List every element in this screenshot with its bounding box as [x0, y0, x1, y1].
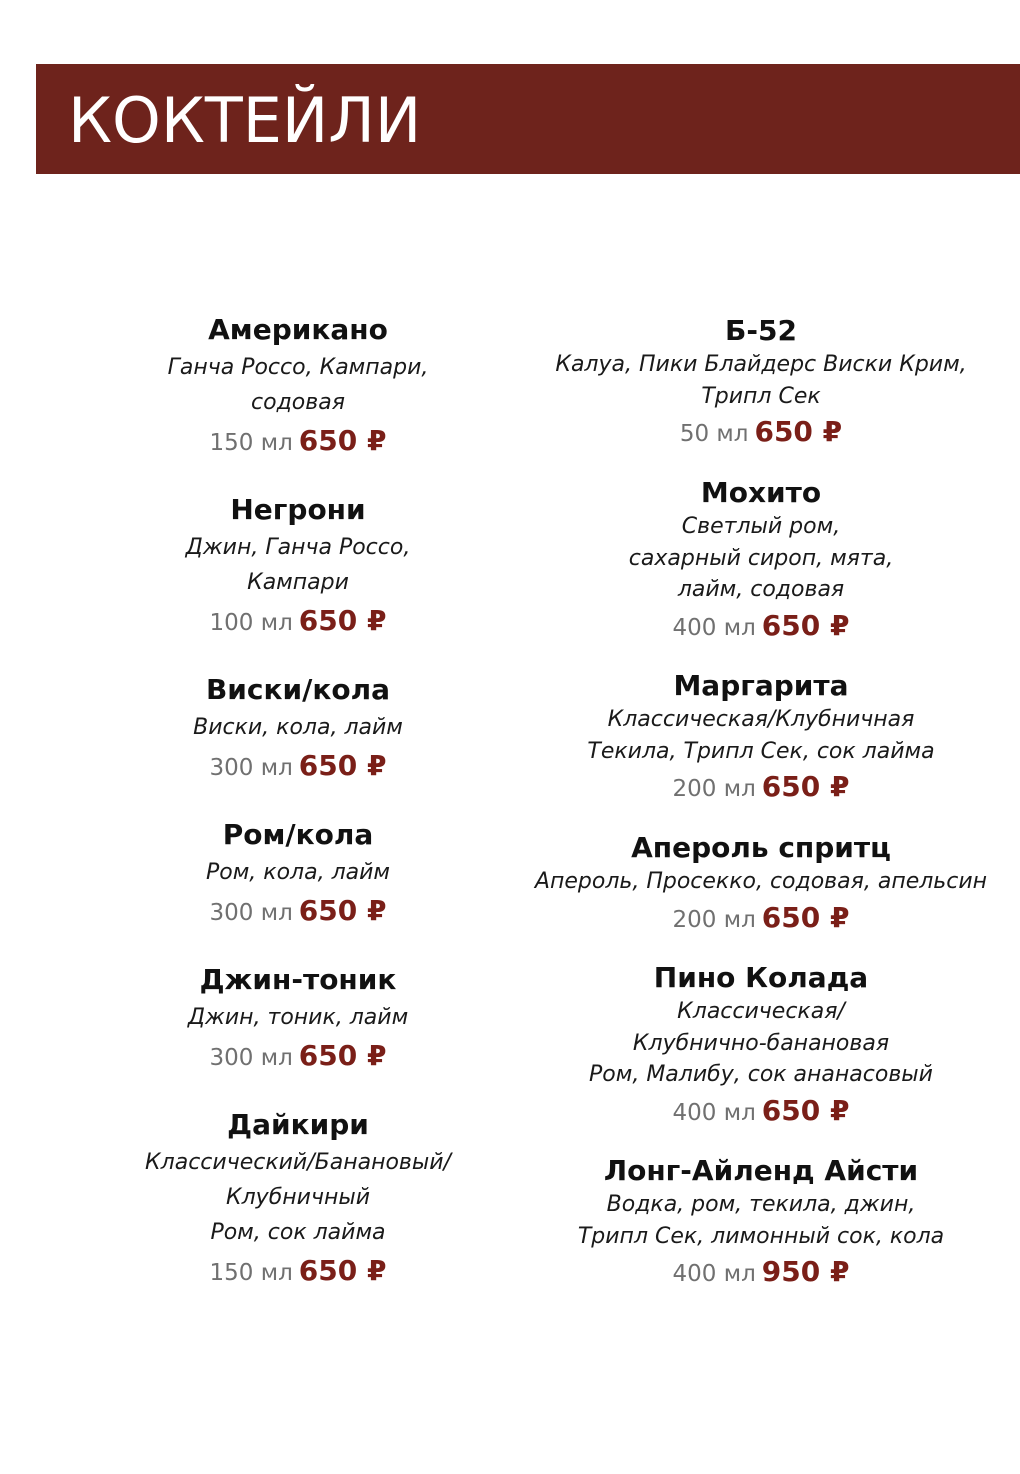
item-price: 650 ₽	[298, 424, 387, 457]
item-price-line	[520, 606, 1002, 651]
item-price: 650 ₽	[761, 900, 850, 934]
item-volume: 200 мл	[672, 776, 756, 802]
item-price: 650 ₽	[761, 1093, 850, 1127]
menu-item-whisky-cola	[98, 670, 498, 792]
item-price: 650 ₽	[761, 608, 850, 642]
item-description-line: Калуа, Пики Блайдерс Виски Крим,	[555, 352, 967, 377]
item-description-line: Виски, кола, лайм	[193, 715, 403, 740]
item-name: Б-52	[725, 314, 797, 347]
item-name: Мохито	[700, 476, 822, 509]
item-description-line: Ром, Малибу, сок ананасовый	[589, 1062, 933, 1087]
item-description-line: Классический/Банановый/	[145, 1150, 451, 1175]
menu-item-gin-tonic	[98, 960, 498, 1082]
item-volume: 100 мл	[209, 610, 293, 636]
item-name: Пино Колада	[653, 961, 869, 994]
item-price-line	[520, 898, 1002, 943]
item-name: Виски/кола	[205, 673, 391, 706]
item-price-line	[98, 890, 498, 937]
item-price-line	[520, 1252, 1002, 1297]
menu-item-daiquiri	[98, 1105, 498, 1297]
item-price: 650 ₽	[298, 894, 387, 927]
item-name: Лонг-Айленд Айсти	[603, 1154, 919, 1187]
item-price: 650 ₽	[298, 749, 387, 782]
item-volume: 150 мл	[209, 1260, 293, 1286]
item-name: Американо	[208, 313, 388, 346]
item-description-line: Классическая/Клубничная	[607, 707, 915, 732]
item-price-line	[98, 745, 498, 792]
item-price-line	[98, 600, 498, 647]
item-description-line: Текила, Трипл Сек, сок лайма	[587, 738, 935, 764]
item-description-line: Классическая/	[677, 999, 845, 1024]
item-volume: 300 мл	[209, 755, 293, 781]
item-price-line	[98, 420, 498, 467]
item-volume: 200 мл	[672, 906, 756, 933]
item-description-line: Ганча Россо, Кампари,	[167, 355, 429, 380]
page-title: КОКТЕЙЛИ	[68, 84, 422, 157]
item-volume: 400 мл	[672, 614, 756, 641]
item-price-line	[520, 412, 1002, 457]
menu-item-aperol-spritz	[520, 830, 1002, 943]
item-name: Маргарита	[673, 669, 849, 702]
menu-item-mojito	[520, 475, 1002, 651]
item-price-line	[520, 767, 1002, 812]
item-price: 650 ₽	[761, 770, 850, 803]
menu-item-negroni	[98, 490, 498, 647]
item-description-line: Джин, Ганча Россо,	[185, 535, 411, 560]
item-price: 650 ₽	[298, 1039, 387, 1072]
item-name: Джин-тоник	[199, 963, 397, 996]
item-description-line: Кампари	[247, 570, 349, 595]
item-price-line	[520, 1091, 1002, 1136]
menu-item-americano	[98, 310, 498, 467]
item-description-line: Джин, тоник, лайм	[187, 1005, 409, 1030]
item-name: Апероль спритц	[631, 831, 891, 864]
item-price: 650 ₽	[298, 1254, 387, 1287]
item-description-line: Клубнично-банановая	[632, 1030, 890, 1056]
item-volume: 300 мл	[209, 1045, 293, 1071]
item-volume: 150 мл	[209, 430, 293, 456]
item-volume: 400 мл	[672, 1099, 756, 1126]
item-price-line	[98, 1035, 498, 1082]
menu-item-pina-colada	[520, 960, 1002, 1136]
menu-item-rum-cola	[98, 815, 498, 937]
item-volume: 400 мл	[672, 1261, 756, 1287]
menu-item-margarita	[520, 668, 1002, 812]
item-description-line: Клубничный	[226, 1185, 370, 1210]
item-price: 650 ₽	[754, 415, 843, 448]
item-price: 650 ₽	[298, 604, 387, 637]
item-description-line: Светлый ром,	[681, 514, 841, 539]
item-description-line: содовая	[251, 390, 345, 415]
item-price-line	[98, 1250, 498, 1297]
item-name: Негрони	[230, 493, 366, 526]
item-name: Дайкири	[227, 1108, 369, 1141]
item-description-line: лайм, содовая	[677, 577, 845, 602]
header-banner	[36, 64, 1020, 174]
menu-item-b52	[520, 313, 1002, 457]
item-description-line: Трипл Сек, лимонный сок, кола	[577, 1223, 945, 1249]
item-volume: 50 мл	[679, 421, 749, 447]
item-price: 950 ₽	[761, 1255, 850, 1288]
menu-item-long-island	[520, 1153, 1002, 1297]
item-volume: 300 мл	[209, 900, 293, 926]
item-description-line: Трипл Сек	[701, 383, 821, 409]
item-description-line: Ром, кола, лайм	[205, 860, 391, 885]
item-name: Ром/кола	[222, 818, 374, 851]
item-description-line: Апероль, Просекко, содовая, апельсин	[534, 869, 988, 894]
item-description-line: Ром, сок лайма	[210, 1220, 386, 1245]
item-description-line: сахарный сироп, мята,	[628, 545, 894, 571]
item-description-line: Водка, ром, текила, джин,	[606, 1192, 916, 1217]
